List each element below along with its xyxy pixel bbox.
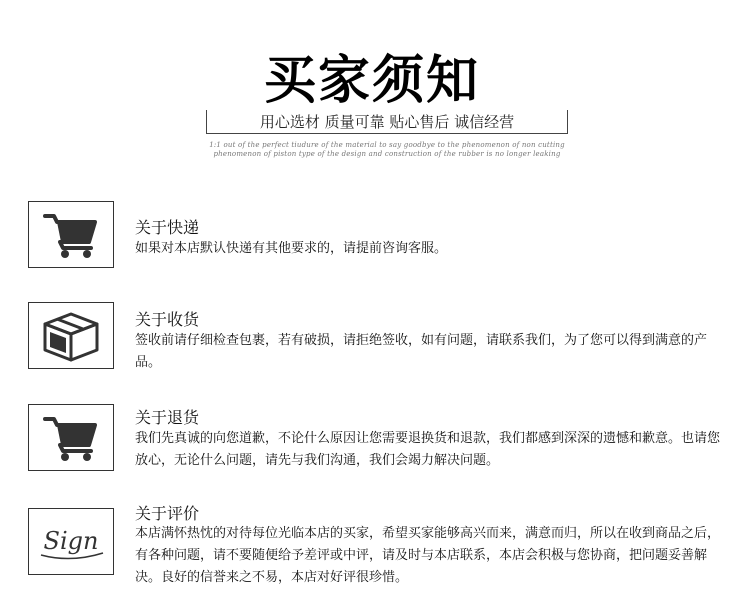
- section-body: 签收前请仔细检查包裹，若有破损，请拒绝签收，如有问题，请联系我们，为了您可以得到满意的产品。: [135, 333, 708, 370]
- section-body: 我们先真诚的向您道歉，不论什么原因让您需要退换货和退款，我们都感到深深的遗憾和歉意。也请您放心，无论什么问题，请先与我们沟通，我们会竭力解决问题。: [135, 431, 721, 468]
- icon-frame: [28, 404, 114, 471]
- section-title: 关于快递: [135, 218, 200, 237]
- fine-print-line-2: phenomenon of piston type of the design and construction of the rubber is no longer leaking: [213, 150, 561, 158]
- package-box-icon: [39, 308, 103, 364]
- icon-frame: [28, 201, 114, 268]
- page-title: 买家须知: [263, 51, 480, 111]
- shopping-cart-icon: [43, 210, 99, 260]
- shopping-cart-icon: [43, 413, 99, 463]
- section-body: 本店满怀热忱的对待每位光临本店的买家，希望买家能够高兴而来，满意而归，所以在收到商品之后，有各种问题，请不要随便给予差评或中评，请及时与本店联系，本店会积极与您协商，把问题妥善解决。良好的信誉来之不易，本店对好评很珍惜。: [135, 526, 721, 585]
- slogan: 用心选材 质量可靠 贴心售后 诚信经营: [259, 113, 515, 131]
- section-body: 如果对本店默认快递有其他要求的，请提前咨询客服。: [135, 241, 448, 256]
- signature-text: Sign: [43, 526, 99, 555]
- slogan-frame: [206, 110, 568, 134]
- section-title: 关于评价: [135, 504, 200, 523]
- icon-frame: [28, 302, 114, 369]
- signature-icon: [33, 517, 109, 567]
- icon-frame: [28, 508, 114, 575]
- fine-print-line-1: 1:1 out of the perfect tiudure of the material to say goodbye to the phenomenon of non cutting: [209, 141, 565, 149]
- section-title: 关于收货: [135, 310, 200, 329]
- section-title: 关于退货: [135, 408, 200, 427]
